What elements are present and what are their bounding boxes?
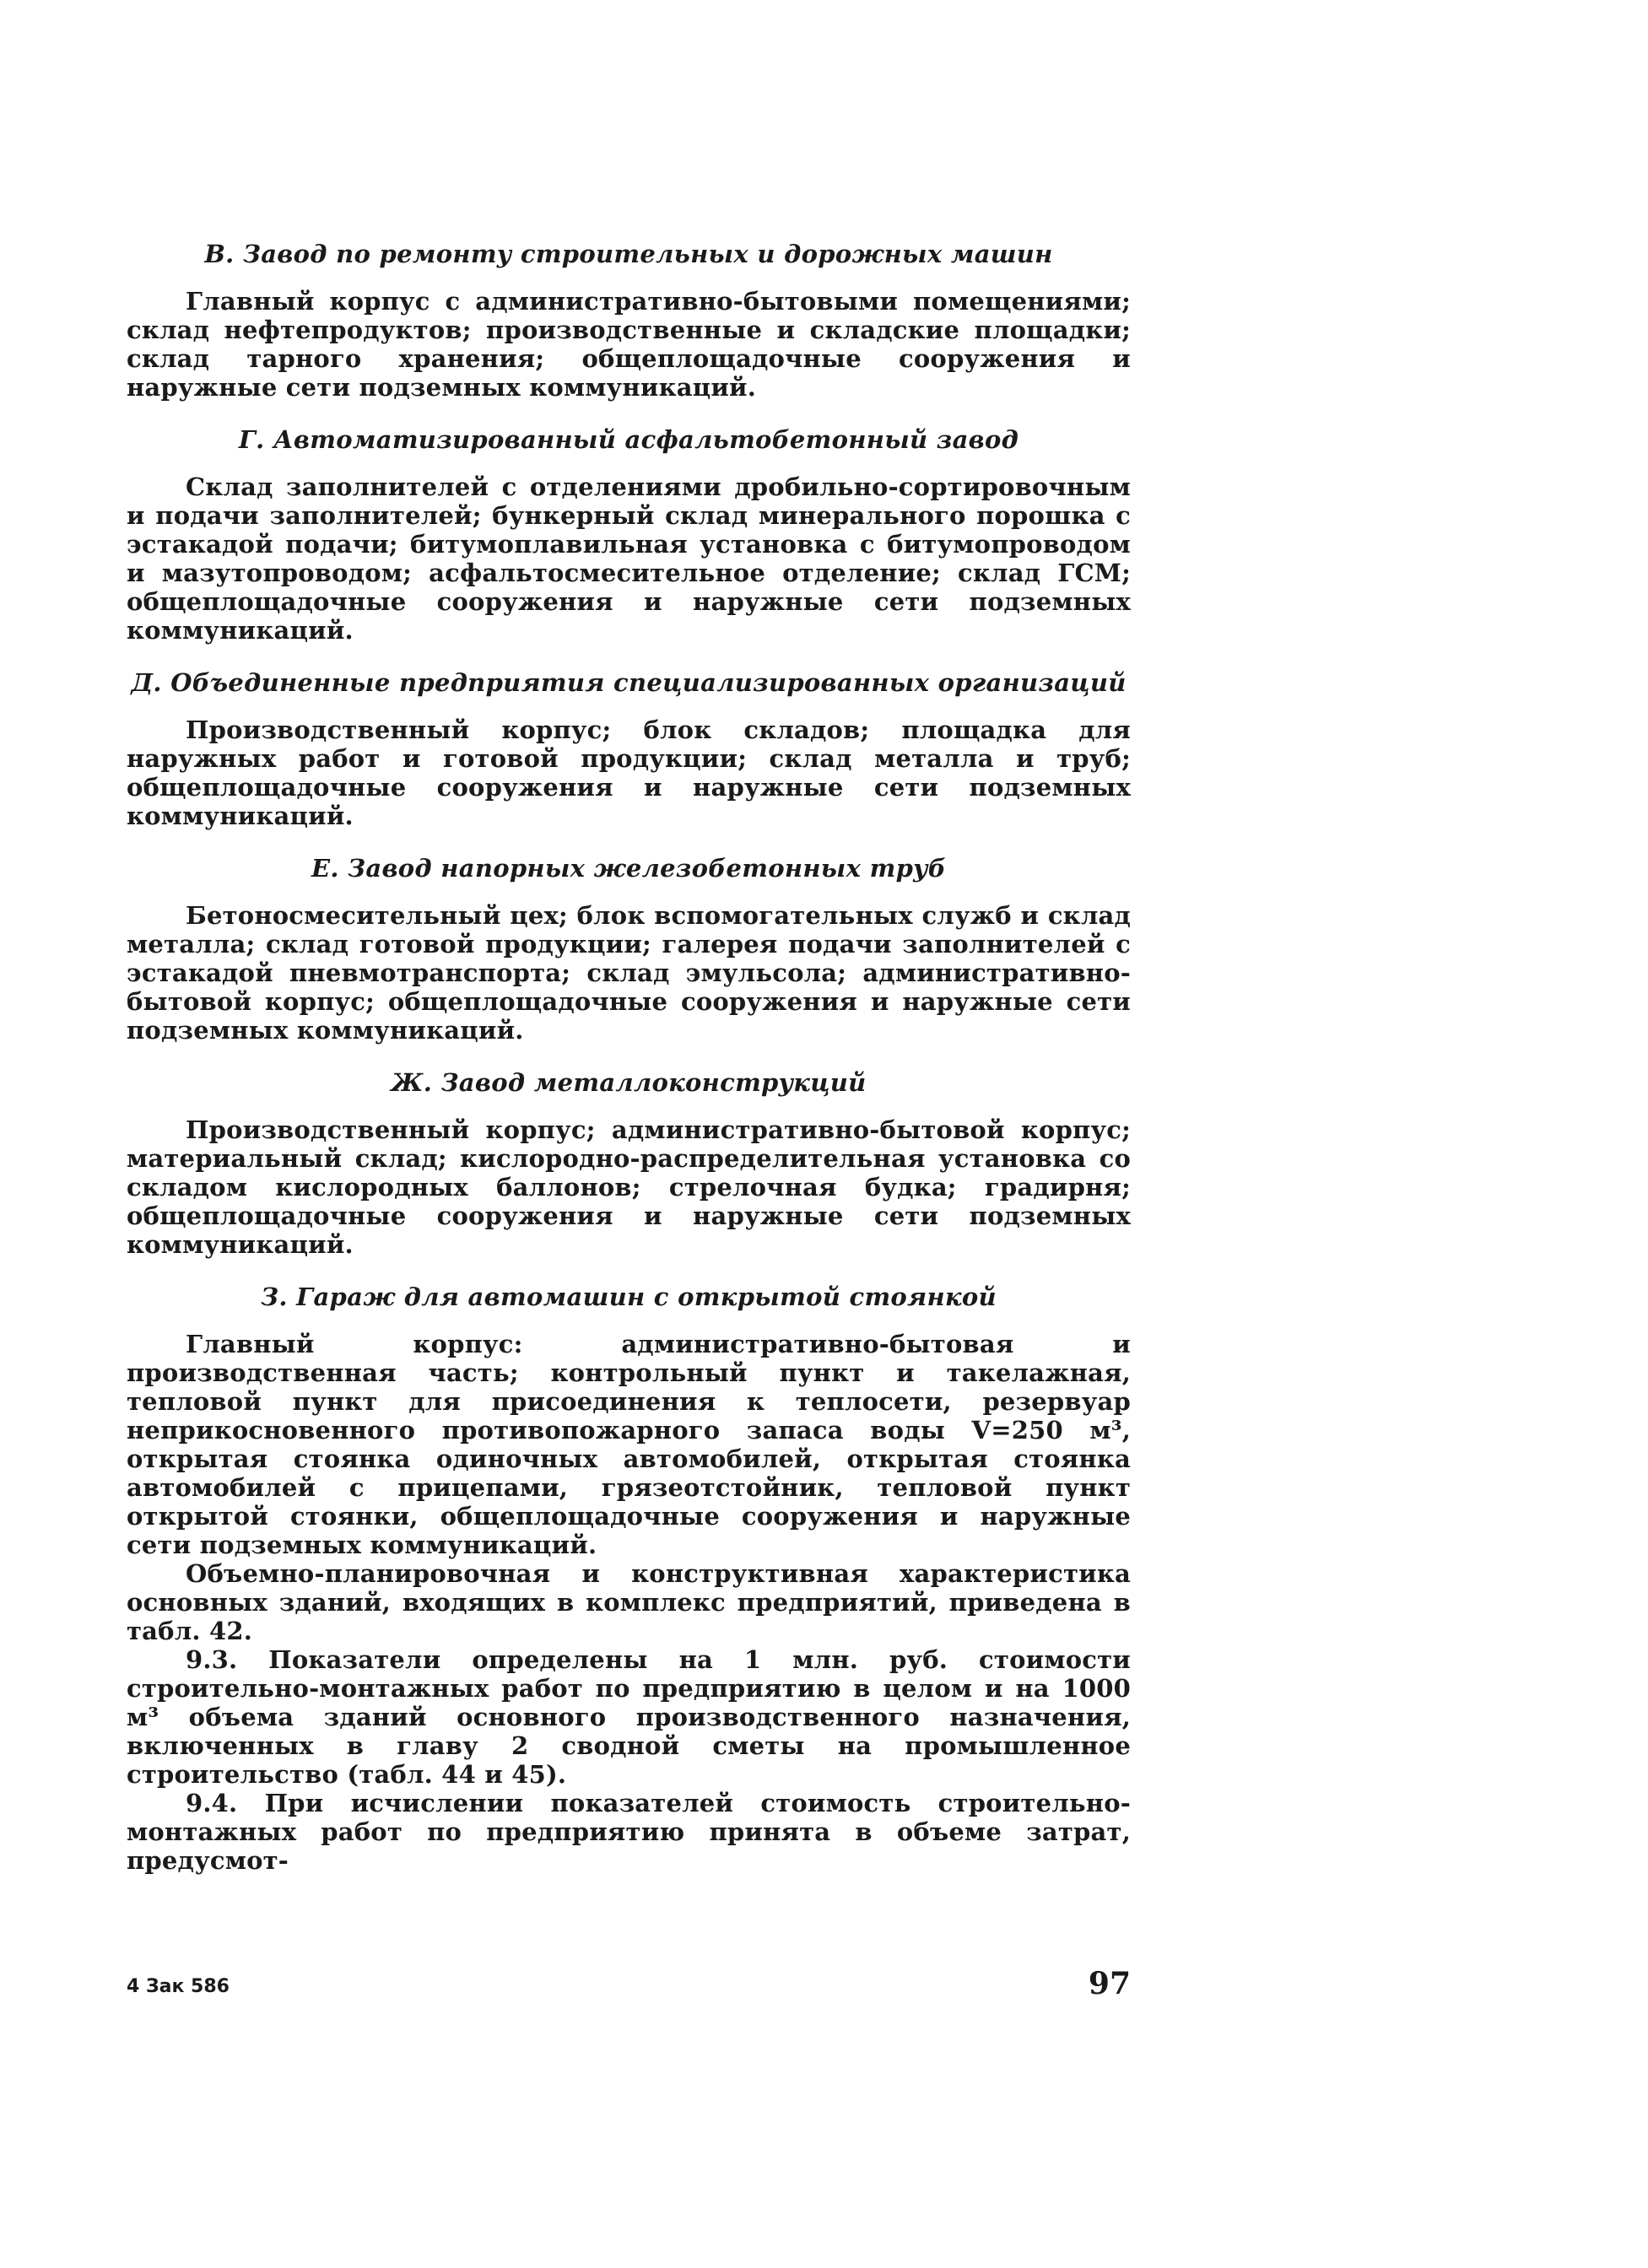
- section-v: [127, 238, 1131, 402]
- section-heading: Ж. Завод металлоконструкций: [391, 1068, 867, 1097]
- section-text: Производственный корпус; блок складов; площадка для наружных работ и готовой продукции; склад металла и труб; общеплощадочные сооружения и наружные сети подземных коммуникаций.: [127, 716, 1131, 830]
- body-paragraph: Объемно-планировочная и конструктивная характеристика основных зданий, входящих в комплекс предприятий, приведена в табл. 42.: [127, 1559, 1131, 1645]
- body-paragraph-9-3: 9.3. Показатели определены на 1 млн. руб. стоимости строительно-монтажных работ по предприятию в целом и на 1000 м³ объема зданий основного производственного назначения, включенных в главу 2 сводной сметы на промышленное строительство (табл. 44 и 45).: [127, 1645, 1131, 1789]
- print-order-mark: 4 Зак 586: [127, 1976, 230, 1997]
- section-text: Бетоносмесительный цех; блок вспомогательных служб и склад металла; склад готовой продукции; галерея подачи заполнителей с эстакадой пневмотранспорта; склад эмульсола; административно-бытовой корпус; общеплощадочные сооружения и наружные сети подземных коммуникаций.: [127, 901, 1131, 1045]
- section-text: Главный корпус с административно-бытовыми помещениями; склад нефтепродуктов; производственные и складские площадки; склад тарного хранения; общеплощадочные сооружения и наружные сети подземных коммуникаций.: [127, 287, 1131, 402]
- section-heading: З. Гараж для автомашин с открытой стоянкой: [261, 1282, 997, 1311]
- page-footer: [127, 1966, 1131, 2008]
- section-text: Производственный корпус; административно-бытовой корпус; материальный склад; кислородно-распределительная установка со складом кислородных баллонов; стрелочная будка; градирня; общеплощадочные сооружения и наружные сети подземных коммуникаций.: [127, 1115, 1131, 1259]
- section-g: [127, 424, 1131, 645]
- body-paragraph-9-4: 9.4. При исчислении показателей стоимость строительно-монтажных работ по предприятию принята в объеме затрат, предусмот-: [127, 1789, 1131, 1875]
- page-content: [127, 238, 1131, 1875]
- section-heading: В. Завод по ремонту строительных и дорожных машин: [204, 240, 1053, 268]
- section-z: [127, 1281, 1131, 1559]
- section-d: [127, 667, 1131, 830]
- section-e: [127, 852, 1131, 1045]
- section-zh: [127, 1066, 1131, 1259]
- section-text: Склад заполнителей с отделениями дробильно-сортировочным и подачи заполнителей; бункерный склад минерального порошка с эстакадой подачи; битумоплавильная установка с битумопроводом и мазутопроводом; асфальтосмесительное отделение; склад ГСМ; общеплощадочные сооружения и наружные сети подземных коммуникаций.: [127, 472, 1131, 645]
- section-text: Главный корпус: административно-бытовая и производственная часть; контрольный пункт и такелажная, тепловой пункт для присоединения к теплосети, резервуар неприкосновенного противопожарного запаса воды V=250 м³, открытая стоянка одиночных автомобилей, открытая стоянка автомобилей с прицепами, грязеотстойник, тепловой пункт открытой стоянки, общеплощадочные сооружения и наружные сети подземных коммуникаций.: [127, 1330, 1131, 1559]
- page-number: 97: [1088, 1966, 1131, 2001]
- section-heading: Д. Объединенные предприятия специализированных организаций: [131, 668, 1127, 697]
- section-heading: Г. Автоматизированный асфальтобетонный завод: [238, 425, 1019, 454]
- section-heading: Е. Завод напорных железобетонных труб: [311, 854, 947, 883]
